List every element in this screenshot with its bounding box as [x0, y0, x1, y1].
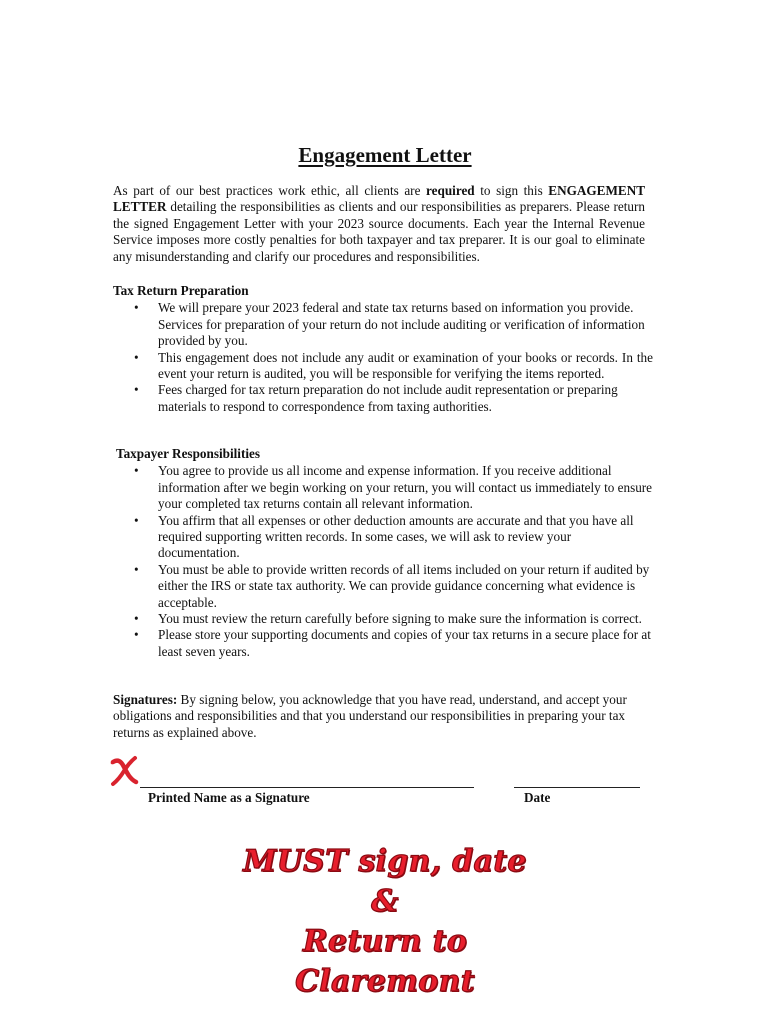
stamp-line-2: Return to Claremont: [295, 924, 475, 999]
section-taxpayer-responsibilities: [116, 446, 656, 660]
printed-name-label: Printed Name as a Signature: [148, 790, 310, 805]
signatures-paragraph: [113, 692, 658, 741]
intro-text-3: detailing the responsibilities as clients and our responsibilities as preparers. Please return the signed Engagement Letter with your 2023 source documents. Each year the Internal Revenue Service imposes more costly penalties for both taxpayer and tax preparer. It is our goal to eliminate any misunderstanding and clarify our procedures and responsibilities.: [113, 199, 645, 264]
list-item: [116, 513, 656, 562]
list-item: [116, 463, 656, 512]
list-item: [116, 611, 656, 627]
bullet-icon: •: [134, 627, 139, 643]
printed-name-signature-line[interactable]: [140, 787, 474, 788]
bullet-icon: •: [134, 349, 139, 365]
list-item-text: This engagement does not include any audit or examination of your books or records. In the event your return is audited, you will be responsible for verifying the items reported.: [158, 349, 653, 382]
x-mark-icon: [110, 752, 140, 788]
stamp-line-1: MUST sign, date &: [243, 844, 527, 919]
intro-paragraph: [113, 183, 645, 265]
bullet-list: [113, 300, 653, 415]
intro-required: required: [426, 183, 475, 198]
signatures-label: Signatures:: [113, 692, 178, 707]
list-item: [116, 562, 656, 611]
date-line[interactable]: [514, 787, 640, 788]
bullet-list: [116, 463, 656, 660]
bullet-icon: •: [134, 561, 139, 577]
list-item: [113, 382, 653, 415]
section-heading: Tax Return Preparation: [113, 283, 249, 298]
bullet-icon: •: [134, 382, 139, 398]
list-item-text: Please store your supporting documents and copies of your tax returns in a secure place for at least seven years.: [158, 627, 651, 659]
list-item-text: We will prepare your 2023 federal and state tax returns based on information you provide. Services for preparation of your return do not include auditing or verification of information provided by you.: [158, 300, 645, 349]
list-item: [113, 350, 653, 383]
signatures-text: By signing below, you acknowledge that you have read, understand, and accept your obligations and responsibilities and that you understand our responsibilities in preparing your tax returns as explained above.: [113, 692, 627, 740]
intro-text-1: As part of our best practices work ethic, all clients are: [113, 183, 427, 198]
list-item-text: You agree to provide us all income and expense information. If you receive additional information after we begin working on your return, you will contact us immediately to ensure your completed tax returns contain all relevant information.: [158, 463, 653, 512]
section-heading: Taxpayer Responsibilities: [116, 446, 260, 461]
page-title: Engagement Letter: [298, 143, 472, 167]
bullet-icon: •: [134, 463, 139, 479]
date-label: Date: [524, 790, 551, 805]
intro-text-2: to sign this: [474, 183, 549, 198]
list-item-text: You must review the return carefully before signing to make sure the information is correct.: [158, 611, 642, 627]
list-item: [116, 627, 656, 660]
return-instruction-stamp: [230, 842, 540, 1002]
section-tax-return-preparation: [113, 283, 653, 415]
bullet-icon: •: [134, 512, 139, 528]
list-item-text: You affirm that all expenses or other deduction amounts are accurate and that you have all required supporting written records. In some cases, we will ask to review your documentation.: [158, 512, 634, 561]
list-item-text: You must be able to provide written records of all items included on your return if audited by either the IRS or state tax authority. We can provide guidance concerning what evidence is acceptable.: [158, 561, 650, 610]
bullet-icon: •: [134, 300, 139, 316]
bullet-icon: •: [134, 611, 139, 627]
list-item-text: Fees charged for tax return preparation do not include audit representation or preparing materials to respond to correspondence from taxing authorities.: [158, 382, 618, 414]
intro-engagement-letter: ENGAGEMENT LETTER: [113, 183, 646, 215]
list-item: [113, 300, 653, 349]
